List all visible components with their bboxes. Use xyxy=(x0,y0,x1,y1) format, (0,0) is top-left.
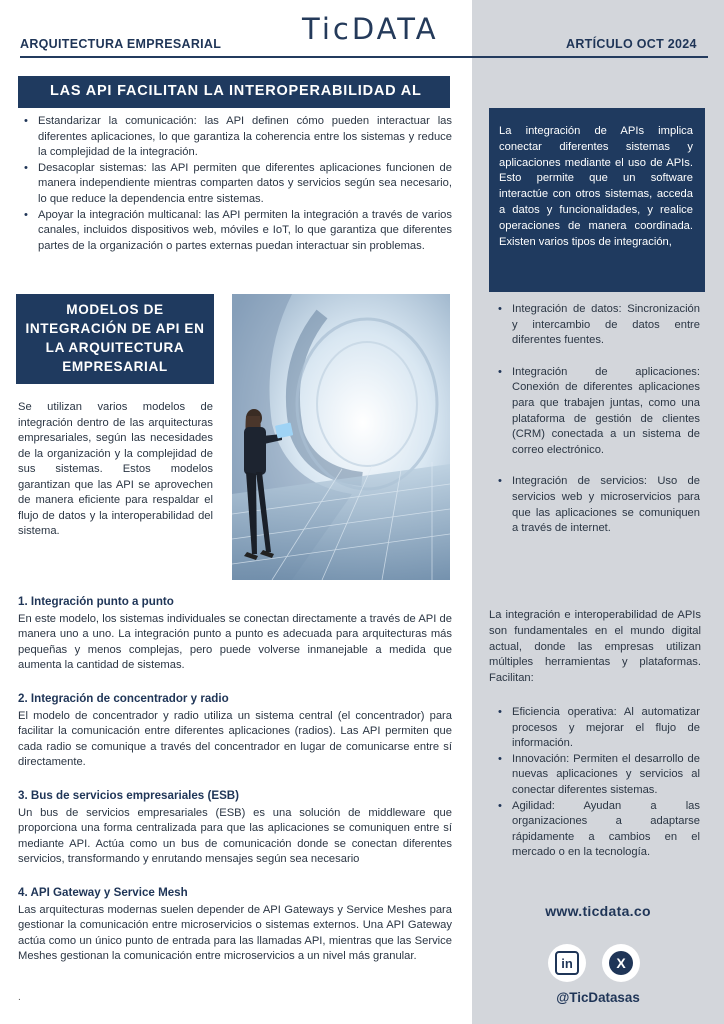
intro-list xyxy=(20,114,452,254)
benefits-list xyxy=(494,705,700,861)
woman-laptop-photo xyxy=(232,294,450,580)
website-link[interactable]: www.ticdata.co xyxy=(545,903,651,919)
list-item: • Integración de servicios: Uso de servicios web y microservicios para que las aplicaciones se comuniquen a través de internet. xyxy=(494,474,700,536)
section-heading: 1. Integración punto a punto xyxy=(18,595,174,608)
section-heading: 2. Integración de concentrador y radio xyxy=(18,691,229,705)
x-glyph: X xyxy=(616,955,626,971)
social-handle[interactable]: @TicDatasas xyxy=(556,990,640,1005)
header-divider xyxy=(20,56,708,58)
section-label: ARQUITECTURA EMPRESARIAL xyxy=(20,37,222,51)
integration-types-list xyxy=(494,302,700,553)
article-date: ARTÍCULO OCT 2024 xyxy=(566,37,697,51)
section-point-to-point xyxy=(18,594,452,674)
benefits-intro: La integración e interoperabilidad de APIs son fundamentales en el mundo digital actual, donde las empresas utilizan múltiples herramientas y plataformas. Facilitan: xyxy=(489,609,701,685)
section-gateway xyxy=(18,885,452,965)
list-item: • Agilidad: Ayudan a las organizaciones a adaptarse rápidamente a cambios en el mercado o en la tecnología. xyxy=(494,799,700,861)
main-title: LAS API FACILITAN LA INTEROPERABILIDAD AL xyxy=(18,76,450,108)
linkedin-icon[interactable] xyxy=(548,944,586,982)
list-item: • Integración de datos: Sincronización y intercambio de datos entre diferentes fuentes. xyxy=(494,302,700,349)
list-item: • Innovación: Permiten el desarrollo de nuevas aplicaciones y servicios al conectar diferentes sistemas. xyxy=(494,752,700,799)
models-description: Se utilizan varios modelos de integración dentro de las arquitecturas empresariales, según las necesidades de la organización y la complejidad de sus sistemas. Estos modelos garantizan que las API se aprovechen de manera eficiente para respaldar el flujo de datos y la interoperabilidad del sistema. xyxy=(18,401,213,537)
section-body: En este modelo, los sistemas individuales se conectan directamente a través de API de manera uno a uno. La integración punto a punto es adecuada para arquitecturas más pequeñas y menos complejas, pero puede volverse inmanejable a medida que aumenta la cantidad de sistemas. xyxy=(18,612,452,672)
section-heading: 3. Bus de servicios empresariales (ESB) xyxy=(18,788,240,802)
integration-models xyxy=(18,594,452,982)
list-item: • Desacoplar sistemas: las API permiten que diferentes aplicaciones funcionen de manera independiente mientras comparten datos y servicios según sea necesario, lo que reduce la dependencia entre sistemas. xyxy=(20,161,452,208)
ticdata-logo: TicDATA xyxy=(302,12,439,46)
trailing-dot: . xyxy=(18,992,21,1003)
list-item: • Apoyar la integración multicanal: las API permiten la integración a través de varios canales, incluidos dispositivos web, móviles e IoT, lo que garantiza que diferentes partes de la organización o partes externas puedan interactuar sin problemas. xyxy=(20,208,452,255)
section-body: El modelo de concentrador y radio utiliza un sistema central (el concentrador) para facilitar la comunicación entre diferentes aplicaciones (radios). Las API permiten que cada radio se comunique a través del concentrador en lugar de comunicarse entre sí directamente. xyxy=(18,709,452,769)
list-item: • Integración de aplicaciones: Conexión de diferentes aplicaciones para que trabajen juntas, como una plataforma de gestión de clientes (CRM) conectada a un sistema de correo electrónico. xyxy=(494,365,700,459)
section-heading: 4. API Gateway y Service Mesh xyxy=(18,885,188,899)
list-item: • Eficiencia operativa: Al automatizar procesos y mejorar el flujo de información. xyxy=(494,705,700,752)
x-icon[interactable] xyxy=(602,944,640,982)
models-title: MODELOS DE INTEGRACIÓN DE API EN LA ARQUITECTURA EMPRESARIAL xyxy=(16,294,214,384)
linkedin-glyph: in xyxy=(561,956,573,971)
integration-intro-box: La integración de APIs implica conectar diferentes sistemas y aplicaciones mediante el uso de APIs. Esto permite que un software interactúe con otros sistemas, acceda a datos y funcionalidades, y realice operaciones de manera coordinada. Existen varios tipos de integración, xyxy=(489,108,705,292)
section-body: Un bus de servicios empresariales (ESB) es una solución de middleware que proporciona una forma centralizada para que las aplicaciones se comuniquen entre sí mediante API. Actúa como un bus de comunicación donde se conectan diferentes servicios, transformando y enrutando mensajes según sea necesario xyxy=(18,806,452,866)
section-body: Las arquitecturas modernas suelen depender de API Gateways y Service Meshes para gestionar la comunicación entre microservicios o sistemas externos. Una API Gateway actúa como un único punto de entrada para las llamadas API, mientras que las Service Meshes gestionan la comunicación entre microservicios a un nivel más granular. xyxy=(18,903,452,963)
section-hub-spoke xyxy=(18,691,452,771)
list-item: • Estandarizar la comunicación: las API definen cómo pueden interactuar las diferentes aplicaciones, lo que garantiza la coherencia entre los sistemas y reduce la complejidad de la integración. xyxy=(20,114,452,161)
section-esb xyxy=(18,788,452,868)
